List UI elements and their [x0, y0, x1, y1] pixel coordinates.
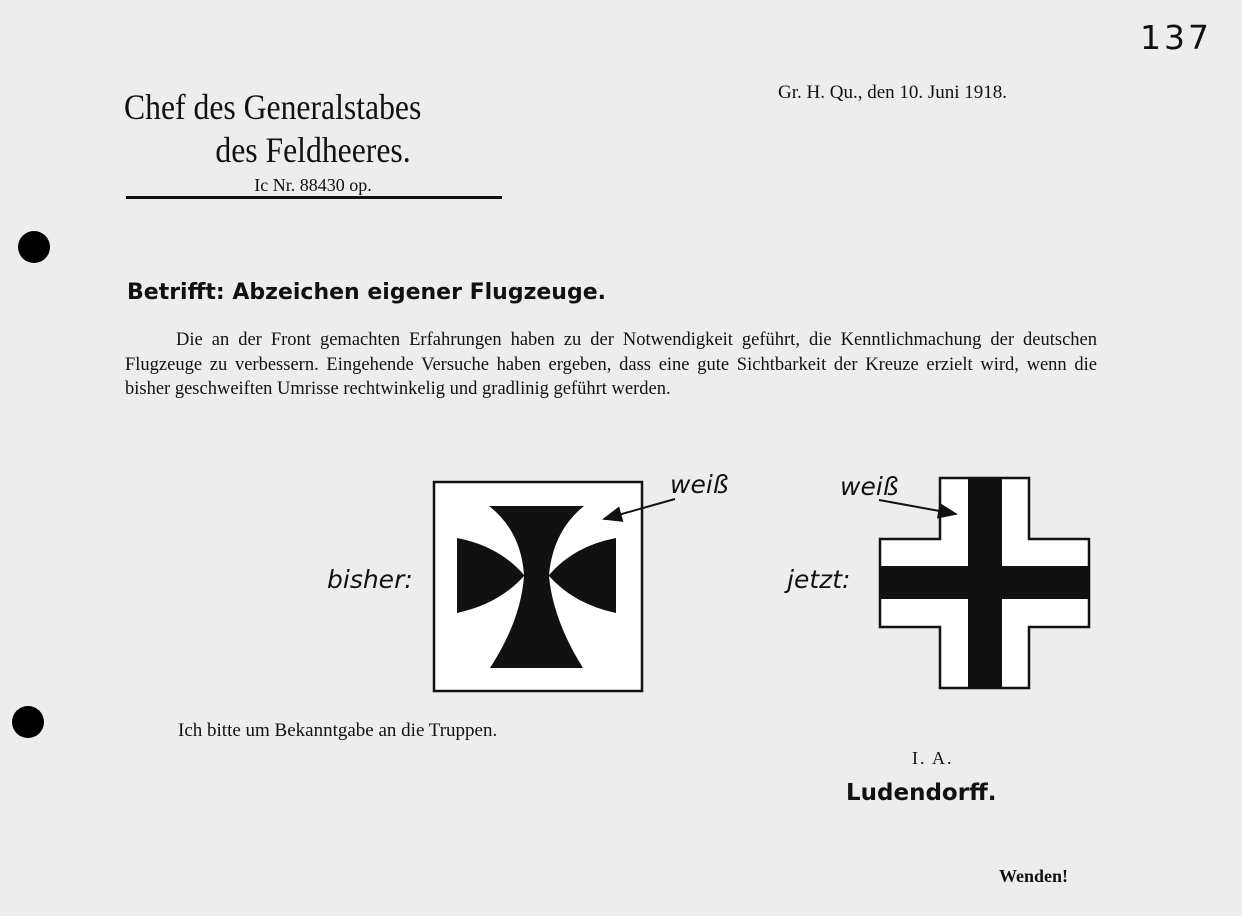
body-paragraph: Die an der Front gemachten Erfahrungen haben zu der Notwendigkeit geführt, die Kenntlichmachung der deutschen Flugzeuge zu verbessern. Eingehende Versuche haben ergeben, dass eine gute Sichtbarkeit der Kreuze erzielt wird, wenn die bisher geschweiften Umrisse rechtwinkelig und gradlinig geführt werden. [125, 330, 1097, 399]
reference-number: Ic Nr. 88430 op. [254, 175, 372, 195]
letterhead-line-1: Chef des Generalstabes [124, 87, 422, 127]
new-annotation-label: weiß [840, 472, 899, 501]
signature-authority: I. A. [912, 748, 954, 768]
subject-line: Betrifft: Abzeichen eigener Flugzeuge. [127, 280, 606, 305]
closing-request: Ich bitte um Bekanntgabe an die Truppen. [178, 720, 498, 741]
new-cross-icon [880, 478, 1089, 688]
page-number: 137 [1140, 18, 1212, 57]
letterhead-line-2: des Feldheeres. [215, 130, 411, 170]
place-and-date: Gr. H. Qu., den 10. Juni 1918. [778, 82, 1008, 103]
turn-page-note: Wenden! [999, 866, 1069, 886]
old-annotation-label: weiß [670, 470, 729, 499]
old-cross-icon [434, 482, 642, 691]
new-insignia-label: jetzt: [787, 565, 851, 594]
signature-name: Ludendorff. [846, 780, 997, 806]
old-insignia-label: bisher: [327, 565, 413, 594]
